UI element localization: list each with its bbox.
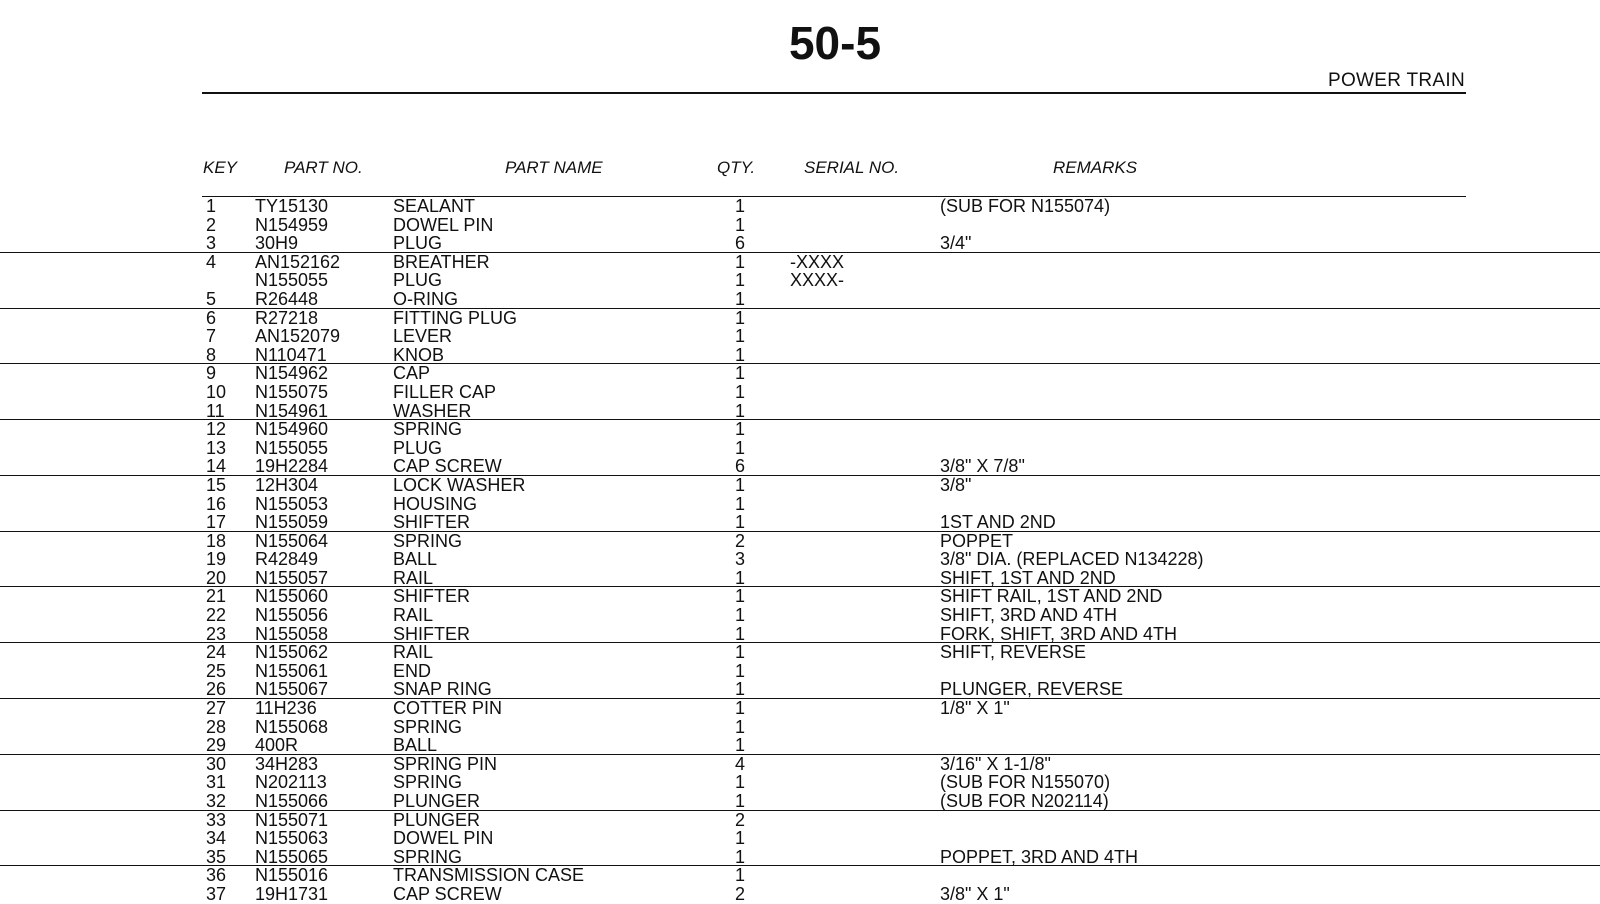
row-serial-no: -XXXX <box>790 251 845 272</box>
row-part-no: N155059 <box>255 512 329 533</box>
row-key: 27 <box>206 698 227 719</box>
row-part-name: BALL <box>393 735 438 756</box>
row-key: 10 <box>206 381 227 402</box>
table-row <box>0 346 1600 365</box>
row-remarks: 3/8" X 7/8" <box>940 456 1025 477</box>
row-key: 31 <box>206 772 227 793</box>
row-key: 7 <box>206 326 217 347</box>
row-key: 37 <box>206 883 227 904</box>
row-key: 2 <box>206 214 217 235</box>
row-part-name: SPRING <box>393 772 463 793</box>
row-qty: 2 <box>734 883 745 904</box>
table-row <box>0 792 1600 811</box>
table-row <box>0 513 1600 532</box>
table-row <box>0 271 1600 290</box>
row-key: 18 <box>206 530 227 551</box>
row-qty: 1 <box>734 698 745 719</box>
table-row <box>0 569 1600 588</box>
row-qty: 1 <box>734 512 745 533</box>
row-qty: 1 <box>734 846 745 867</box>
row-remarks: POPPET, 3RD AND 4TH <box>940 846 1139 867</box>
row-part-no: N155063 <box>255 828 329 849</box>
row-qty: 1 <box>734 735 745 756</box>
table-row <box>0 680 1600 699</box>
column-header-remarks: REMARKS <box>1053 158 1138 177</box>
row-qty: 1 <box>734 288 745 309</box>
row-key: 17 <box>206 512 227 533</box>
row-qty: 1 <box>734 716 745 737</box>
table-row <box>0 718 1600 737</box>
row-part-no: N155056 <box>255 605 329 626</box>
row-qty: 1 <box>734 660 745 681</box>
column-header-part-name: PART NAME <box>505 158 603 177</box>
row-part-name: SHIFTER <box>393 512 471 533</box>
row-qty: 1 <box>734 437 745 458</box>
row-qty: 4 <box>734 753 745 774</box>
table-row <box>0 457 1600 476</box>
row-qty: 1 <box>734 307 745 328</box>
page-number: 50-5 <box>788 17 882 69</box>
row-remarks: (SUB FOR N155074) <box>940 196 1111 216</box>
row-remarks: 3/8" DIA. (REPLACED N134228) <box>940 549 1204 570</box>
row-key: 34 <box>206 828 227 849</box>
row-qty: 1 <box>734 828 745 849</box>
row-key: 19 <box>206 549 227 570</box>
row-qty: 1 <box>734 363 745 384</box>
row-qty: 1 <box>734 251 745 272</box>
table-row <box>0 829 1600 848</box>
row-qty: 1 <box>734 196 745 216</box>
column-header-qty: QTY. <box>717 158 756 177</box>
row-remarks: SHIFT, 1ST AND 2ND <box>940 567 1116 588</box>
row-key: 4 <box>206 251 217 272</box>
row-part-name: SPRING <box>393 530 463 551</box>
row-qty: 1 <box>734 270 745 291</box>
row-remarks: SHIFT, REVERSE <box>940 642 1087 663</box>
row-part-name: RAIL <box>393 642 434 663</box>
row-qty: 1 <box>734 586 745 607</box>
row-qty: 6 <box>734 456 745 477</box>
row-part-no: N155067 <box>255 679 329 700</box>
table-row <box>0 550 1600 569</box>
row-part-no: N154962 <box>255 363 329 384</box>
row-part-name: KNOB <box>393 344 445 365</box>
row-part-name: RAIL <box>393 605 434 626</box>
row-key: 26 <box>206 679 227 700</box>
row-part-no: N155065 <box>255 846 329 867</box>
row-part-no: N155058 <box>255 623 329 644</box>
row-qty: 1 <box>734 474 745 495</box>
row-part-no: R27218 <box>255 307 319 328</box>
parts-table-body <box>0 197 1600 904</box>
row-part-name: SHIFTER <box>393 623 471 644</box>
row-serial-no: XXXX- <box>790 270 845 291</box>
row-key: 5 <box>206 288 217 309</box>
table-row <box>0 495 1600 514</box>
row-key: 25 <box>206 660 227 681</box>
section-title: POWER TRAIN <box>1327 70 1465 91</box>
row-part-name: SPRING <box>393 419 463 440</box>
table-row <box>0 699 1600 718</box>
row-qty: 1 <box>734 400 745 421</box>
row-part-no: N202113 <box>255 772 327 793</box>
row-qty: 2 <box>734 530 745 551</box>
row-part-no: 34H283 <box>255 753 319 774</box>
column-header-part-no: PART NO. <box>284 158 363 177</box>
row-part-name: LOCK WASHER <box>393 474 526 495</box>
row-part-no: 19H2284 <box>255 456 329 477</box>
row-part-no: R26448 <box>255 288 319 309</box>
row-remarks: 3/8" <box>940 474 972 495</box>
row-part-name: SHIFTER <box>393 586 471 607</box>
table-row <box>0 606 1600 625</box>
row-key: 3 <box>206 233 217 254</box>
row-remarks: (SUB FOR N202114) <box>940 791 1109 811</box>
row-part-name: PLUG <box>393 233 443 254</box>
row-part-name: CAP <box>393 363 431 384</box>
row-part-name: LEVER <box>393 326 453 347</box>
table-row <box>0 811 1600 830</box>
row-key: 28 <box>206 716 227 737</box>
row-remarks: POPPET <box>940 530 1014 551</box>
table-row <box>0 885 1600 904</box>
row-part-no: N155064 <box>255 530 329 551</box>
table-row <box>0 587 1600 606</box>
row-part-no: N155055 <box>255 270 329 291</box>
row-part-name: BREATHER <box>393 251 490 272</box>
row-key: 6 <box>206 307 217 328</box>
table-row <box>0 290 1600 309</box>
row-part-name: DOWEL PIN <box>393 828 494 849</box>
table-row <box>0 216 1600 235</box>
row-key: 36 <box>206 865 227 886</box>
row-part-no: N155066 <box>255 791 329 811</box>
row-qty: 1 <box>734 344 745 365</box>
row-part-name: DOWEL PIN <box>393 214 494 235</box>
row-qty: 1 <box>734 623 745 644</box>
row-part-no: 30H9 <box>255 233 299 254</box>
row-qty: 6 <box>734 233 745 254</box>
row-key: 22 <box>206 605 227 626</box>
row-part-no: 400R <box>255 735 299 756</box>
row-part-name: FILLER CAP <box>393 381 497 402</box>
row-qty: 1 <box>734 679 745 700</box>
row-part-no: N155071 <box>255 809 329 830</box>
row-key: 20 <box>206 567 227 588</box>
row-part-name: PLUNGER <box>393 791 481 811</box>
table-row <box>0 866 1600 885</box>
row-part-name: SEALANT <box>393 196 476 216</box>
table-row <box>0 736 1600 755</box>
table-row <box>0 197 1600 216</box>
row-part-no: N154961 <box>255 400 329 421</box>
table-row <box>0 253 1600 272</box>
table-row <box>0 309 1600 328</box>
row-key: 9 <box>206 363 217 384</box>
table-row <box>0 848 1600 867</box>
row-part-no: 11H236 <box>255 698 317 719</box>
row-key: 1 <box>206 196 217 216</box>
row-remarks: 3/16" X 1-1/8" <box>940 753 1051 774</box>
row-part-no: N155062 <box>255 642 329 663</box>
row-part-no: N110471 <box>255 344 327 365</box>
row-key: 29 <box>206 735 227 756</box>
row-part-no: N155057 <box>255 567 329 588</box>
row-key: 33 <box>206 809 227 830</box>
row-remarks: 1/8" X 1" <box>940 698 1010 719</box>
table-row <box>0 625 1600 644</box>
row-remarks: (SUB FOR N155070) <box>940 772 1111 793</box>
row-part-no: N155061 <box>255 660 329 681</box>
row-key: 15 <box>206 474 227 495</box>
row-part-name: SPRING <box>393 716 463 737</box>
row-remarks: PLUNGER, REVERSE <box>940 679 1124 700</box>
table-row <box>0 755 1600 774</box>
row-qty: 1 <box>734 326 745 347</box>
table-row <box>0 383 1600 402</box>
row-remarks: 1ST AND 2ND <box>940 512 1056 533</box>
row-part-name: PLUG <box>393 437 443 458</box>
row-part-name: PLUG <box>393 270 443 291</box>
row-key: 32 <box>206 791 227 811</box>
row-part-name: SPRING PIN <box>393 753 498 774</box>
table-row <box>0 476 1600 495</box>
row-part-name: BALL <box>393 549 438 570</box>
row-qty: 1 <box>734 493 745 514</box>
header-divider <box>202 92 1466 94</box>
row-key: 30 <box>206 753 227 774</box>
table-row <box>0 327 1600 346</box>
row-part-no: AN152162 <box>255 251 341 272</box>
column-header-key: KEY <box>203 158 238 177</box>
row-key: 23 <box>206 623 227 644</box>
row-qty: 1 <box>734 865 745 886</box>
row-key: 24 <box>206 642 227 663</box>
row-qty: 1 <box>734 605 745 626</box>
row-key: 14 <box>206 456 227 477</box>
row-qty: 1 <box>734 791 745 811</box>
row-key: 21 <box>206 586 227 607</box>
row-remarks: SHIFT RAIL, 1ST AND 2ND <box>940 586 1163 607</box>
column-header-serial-no: SERIAL NO. <box>804 158 900 177</box>
row-remarks: SHIFT, 3RD AND 4TH <box>940 605 1118 626</box>
row-key: 13 <box>206 437 227 458</box>
row-part-name: FITTING PLUG <box>393 307 518 328</box>
row-part-no: N155055 <box>255 437 329 458</box>
row-qty: 3 <box>734 549 745 570</box>
row-key: 8 <box>206 344 217 365</box>
row-part-name: HOUSING <box>393 493 478 514</box>
row-part-no: N154960 <box>255 419 329 440</box>
row-part-name: CAP SCREW <box>393 456 502 477</box>
row-part-no: TY15130 <box>255 196 329 216</box>
row-key: 11 <box>206 400 225 421</box>
row-key: 16 <box>206 493 227 514</box>
row-key: 35 <box>206 846 227 867</box>
row-remarks: 3/8" X 1" <box>940 883 1010 904</box>
row-remarks: FORK, SHIFT, 3RD AND 4TH <box>940 623 1178 644</box>
row-part-no: R42849 <box>255 549 319 570</box>
row-part-name: COTTER PIN <box>393 698 503 719</box>
row-part-no: N155016 <box>255 865 329 886</box>
row-qty: 1 <box>734 381 745 402</box>
table-row <box>0 439 1600 458</box>
row-part-no: N154959 <box>255 214 329 235</box>
row-qty: 1 <box>734 642 745 663</box>
row-part-name: TRANSMISSION CASE <box>393 865 585 886</box>
row-qty: 1 <box>734 567 745 588</box>
row-part-no: AN152079 <box>255 326 341 347</box>
table-row <box>0 234 1600 253</box>
row-key: 12 <box>206 419 227 440</box>
row-part-no: N155060 <box>255 586 329 607</box>
table-row <box>0 662 1600 681</box>
row-part-name: SPRING <box>393 846 463 867</box>
table-header <box>0 158 1600 182</box>
row-qty: 2 <box>734 809 745 830</box>
row-qty: 1 <box>734 214 745 235</box>
table-row <box>0 364 1600 383</box>
row-part-name: CAP SCREW <box>393 883 502 904</box>
row-part-no: 12H304 <box>255 474 319 495</box>
row-part-name: PLUNGER <box>393 809 481 830</box>
row-part-no: N155053 <box>255 493 329 514</box>
row-part-name: RAIL <box>393 567 434 588</box>
row-part-no: 19H1731 <box>255 883 329 904</box>
row-qty: 1 <box>734 772 745 793</box>
row-part-name: WASHER <box>393 400 472 421</box>
table-row <box>0 773 1600 792</box>
table-row <box>0 643 1600 662</box>
row-part-name: SNAP RING <box>393 679 492 700</box>
row-part-no: N155075 <box>255 381 329 402</box>
table-row <box>0 532 1600 551</box>
row-part-no: N155068 <box>255 716 329 737</box>
table-row <box>0 402 1600 421</box>
row-part-name: O-RING <box>393 288 458 309</box>
table-row <box>0 420 1600 439</box>
row-qty: 1 <box>734 419 745 440</box>
row-part-name: END <box>393 660 432 681</box>
row-remarks: 3/4" <box>940 233 972 254</box>
